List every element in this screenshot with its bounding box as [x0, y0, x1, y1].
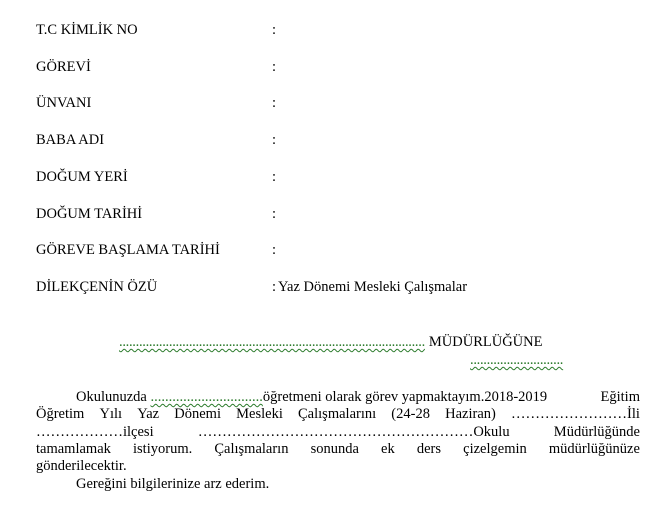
- field-row-unvani: [36, 94, 278, 112]
- field-row-dilekcenin-ozu: [36, 278, 467, 296]
- field-row-dogum-tarihi: [36, 205, 278, 223]
- body-word: Mesleki: [236, 406, 283, 423]
- field-row-dogum-yeri: [36, 168, 278, 186]
- addressee-dots: ............................................................................................: [119, 334, 425, 350]
- field-value: Yaz Dönemi Mesleki Çalışmalar: [278, 279, 468, 295]
- body-word: Yılı: [99, 406, 123, 423]
- field-separator: :: [272, 95, 277, 111]
- body-paragraph: [36, 389, 640, 494]
- body-line-2: [36, 406, 640, 423]
- addressee-sub-dots: ............................: [470, 352, 564, 368]
- body-line-5: gönderilecektir.: [36, 458, 127, 475]
- body-word: Dönemi: [174, 406, 221, 423]
- field-separator: :: [272, 169, 277, 185]
- body-word: (24-28: [391, 406, 430, 423]
- field-label: DOĞUM TARİHİ: [36, 206, 143, 222]
- body-word: ……………………İli: [511, 406, 640, 423]
- body-word: …………………………………………………Okulu: [197, 423, 510, 440]
- body-text: öğretmeni olarak görev yapmaktayım.2018-2019: [262, 389, 548, 405]
- field-label: GÖREVE BAŞLAMA TARİHİ: [36, 242, 220, 258]
- body-word: ………………ilçesi: [36, 423, 154, 440]
- body-word: istiyorum.: [133, 440, 193, 457]
- field-label: DİLEKÇENİN ÖZÜ: [36, 279, 158, 295]
- field-row-goreve-baslama-tarihi: [36, 241, 278, 259]
- body-word: sonunda: [310, 440, 359, 457]
- field-row-baba-adi: [36, 131, 278, 149]
- field-label: BABA ADI: [36, 132, 105, 148]
- field-separator: :: [272, 206, 277, 222]
- body-line-1: [36, 389, 640, 406]
- field-label: DOĞUM YERİ: [36, 169, 128, 185]
- field-row-gorevi: [36, 58, 278, 76]
- closing-line: Gereğini bilgilerinize arz ederim.: [76, 476, 270, 493]
- body-word: Eğitim: [600, 389, 640, 405]
- body-word: müdürlüğünüze: [548, 440, 640, 457]
- body-word: Okulunuzda: [76, 389, 147, 405]
- body-line-4: [36, 441, 640, 458]
- field-separator: :: [272, 242, 277, 258]
- body-word: çizelgemin: [463, 440, 527, 457]
- body-word: Yaz: [137, 406, 160, 423]
- field-separator: :: [272, 279, 277, 295]
- addressee-title: MÜDÜRLÜĞÜNE: [428, 334, 543, 350]
- body-word: Müdürlüğünde: [553, 423, 640, 440]
- body-word: Öğretim: [36, 406, 85, 423]
- field-row-tc-kimlik-no: [36, 21, 278, 39]
- body-line-3: [36, 424, 640, 441]
- body-word: Çalışmalarını: [298, 406, 377, 423]
- body-word: ek: [381, 440, 395, 457]
- body-word: tamamlamak: [36, 440, 111, 457]
- field-label: ÜNVANI: [36, 95, 92, 111]
- field-separator: :: [272, 59, 277, 75]
- body-word: Çalışmaların: [214, 440, 289, 457]
- field-separator: :: [272, 132, 277, 148]
- body-dots: ...............................: [150, 389, 263, 405]
- field-label: T.C KİMLİK NO: [36, 22, 138, 38]
- addressee-line: [119, 333, 543, 351]
- field-label: GÖREVİ: [36, 59, 91, 75]
- body-word: ders: [416, 440, 442, 457]
- body-word: Haziran): [445, 406, 496, 423]
- body-line-1-lead: [76, 389, 547, 406]
- field-separator: :: [272, 22, 277, 38]
